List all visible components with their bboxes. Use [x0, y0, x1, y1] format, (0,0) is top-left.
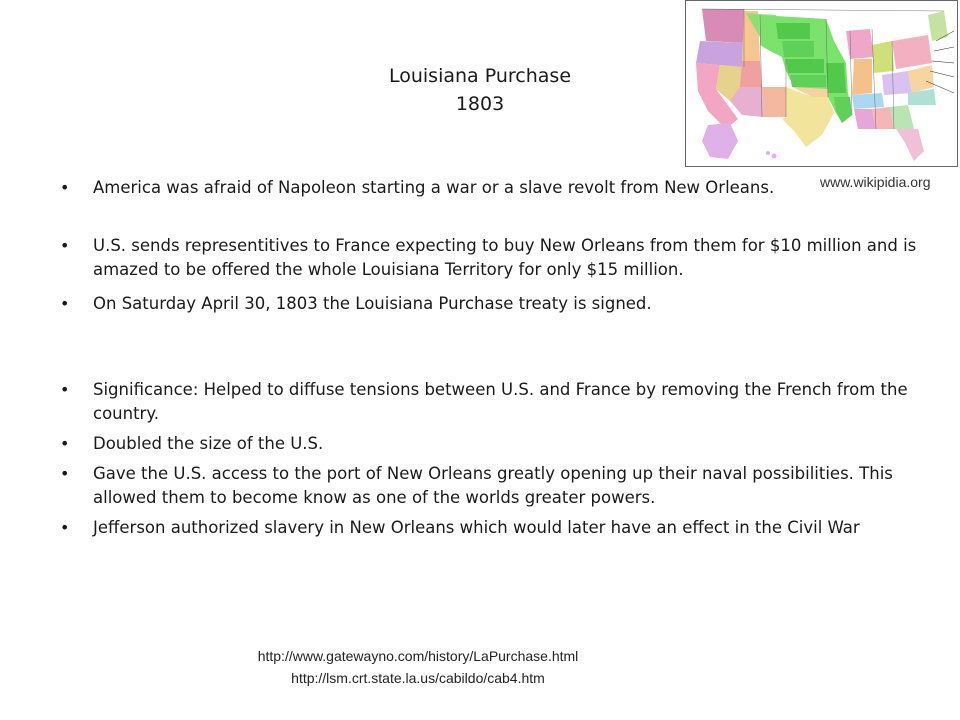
source-link[interactable]: http://www.gatewayno.com/history/LaPurchase.html: [257, 648, 579, 664]
bullet-item: • Gave the U.S. access to the port of New Orleans greatly opening up their naval possibilities. This allowed them to become know as one of the worlds greater powers.: [60, 462, 920, 510]
state-illinois: [852, 59, 872, 95]
slide-title: [330, 62, 630, 118]
state-north-dakota: [776, 23, 810, 39]
map-caption: www.wikipidia.org: [820, 174, 931, 190]
state-new-york-pa: [892, 35, 932, 69]
bullet-item: • Significance: Helped to diffuse tensions between U.S. and France by removing the French from the country.: [60, 378, 920, 426]
state-south-dakota: [782, 41, 814, 57]
bullet-item: • U.S. sends representitives to France expecting to buy New Orleans from them for $10 million and is amazed to be offered the whole Louisiana Territory for only $15 million.: [60, 234, 920, 282]
us-map-svg: [686, 1, 957, 166]
state-washington: [702, 9, 744, 43]
state-oregon: [696, 41, 744, 67]
title-line-2: 1803: [455, 93, 505, 115]
state-hawaii-1: [766, 151, 770, 155]
sources: [0, 645, 836, 689]
state-nebraska: [786, 59, 824, 73]
title-line-1: Louisiana Purchase: [388, 65, 572, 87]
bullet-list: [60, 176, 920, 540]
state-michigan-indiana: [872, 41, 894, 73]
state-tennessee: [852, 93, 884, 109]
bullet-item: • America was afraid of Napoleon starting a war or a slave revolt from New Orleans.: [60, 176, 920, 200]
bullet-item: • Doubled the size of the U.S.: [60, 432, 920, 456]
bullet-item: • Jefferson authorized slavery in New Orleans which would later have an effect in the Civil War: [60, 516, 920, 540]
state-hawaii-2: [772, 154, 777, 159]
state-new-mexico: [762, 87, 786, 117]
source-link[interactable]: http://lsm.crt.state.la.us/cabildo/cab4.htm: [291, 670, 545, 686]
bullet-item: • On Saturday April 30, 1803 the Louisiana Purchase treaty is signed.: [60, 292, 920, 316]
state-missouri: [826, 63, 846, 93]
state-kentucky-ohio: [882, 71, 912, 95]
us-map-image: [685, 0, 958, 167]
state-utah: [740, 61, 762, 87]
state-kansas: [790, 75, 826, 87]
